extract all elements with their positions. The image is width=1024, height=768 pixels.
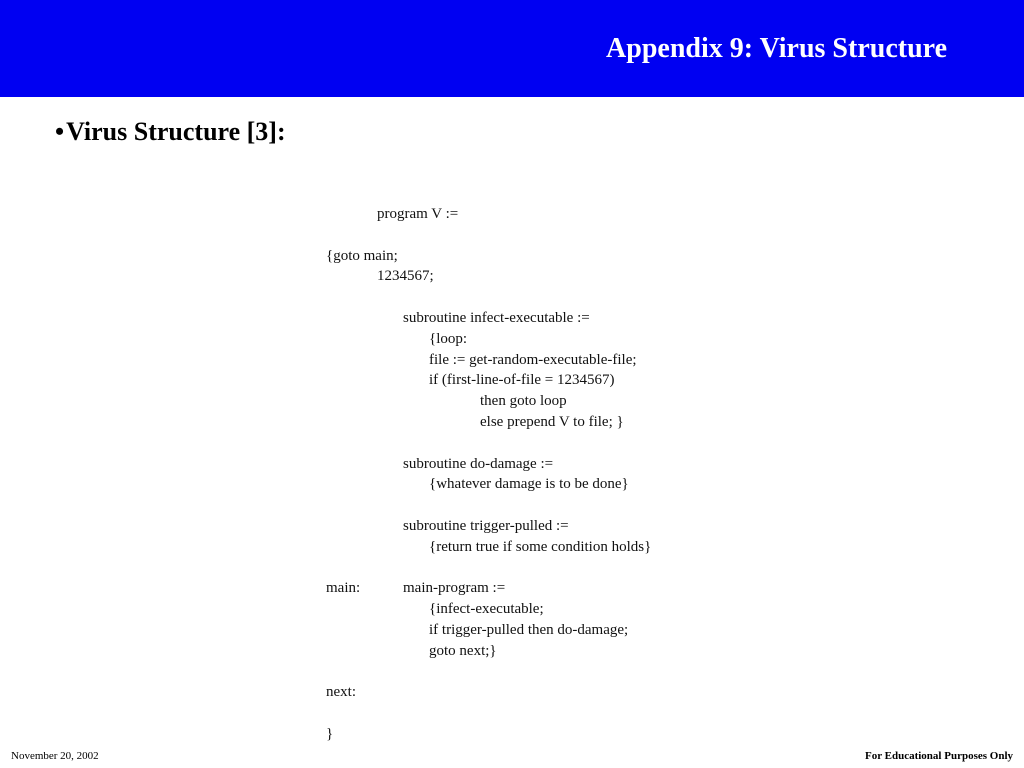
- code-text: if (first-line-of-file = 1234567): [429, 372, 615, 389]
- code-text: {goto main;: [326, 247, 398, 264]
- code-text: 1234567;: [377, 268, 434, 285]
- code-text: next:: [326, 684, 356, 701]
- code-label: main:: [326, 580, 361, 597]
- code-text: program V :=: [377, 206, 459, 222]
- code-text: file := get-random-executable-file;: [429, 351, 637, 368]
- code-text: subroutine trigger-pulled :=: [403, 517, 569, 534]
- code-text: {loop:: [429, 330, 468, 347]
- code-text: goto next;}: [429, 642, 497, 659]
- code-text: subroutine do-damage :=: [403, 455, 554, 472]
- code-text: then goto loop: [480, 393, 567, 410]
- code-text: {infect-executable;: [429, 601, 544, 618]
- code-text: else prepend V to file; }: [480, 413, 624, 430]
- code-text: if trigger-pulled then do-damage;: [429, 621, 629, 638]
- bullet-marker: •: [55, 117, 65, 146]
- footer-date: November 20, 2002: [11, 750, 99, 762]
- footer-note: For Educational Purposes Only: [864, 750, 1013, 762]
- slide-title: Appendix 9: Virus Structure: [606, 33, 947, 64]
- code-text: subroutine infect-executable :=: [403, 309, 590, 326]
- bullet-heading-text: Virus Structure [3]:: [66, 117, 286, 146]
- title-bar: [0, 0, 1024, 97]
- code-text: {return true if some condition holds}: [429, 538, 652, 555]
- code-text: }: [326, 725, 334, 742]
- code-text: {whatever damage is to be done}: [429, 476, 629, 493]
- code-text: main-program :=: [403, 580, 506, 597]
- bullet-heading: [55, 115, 286, 149]
